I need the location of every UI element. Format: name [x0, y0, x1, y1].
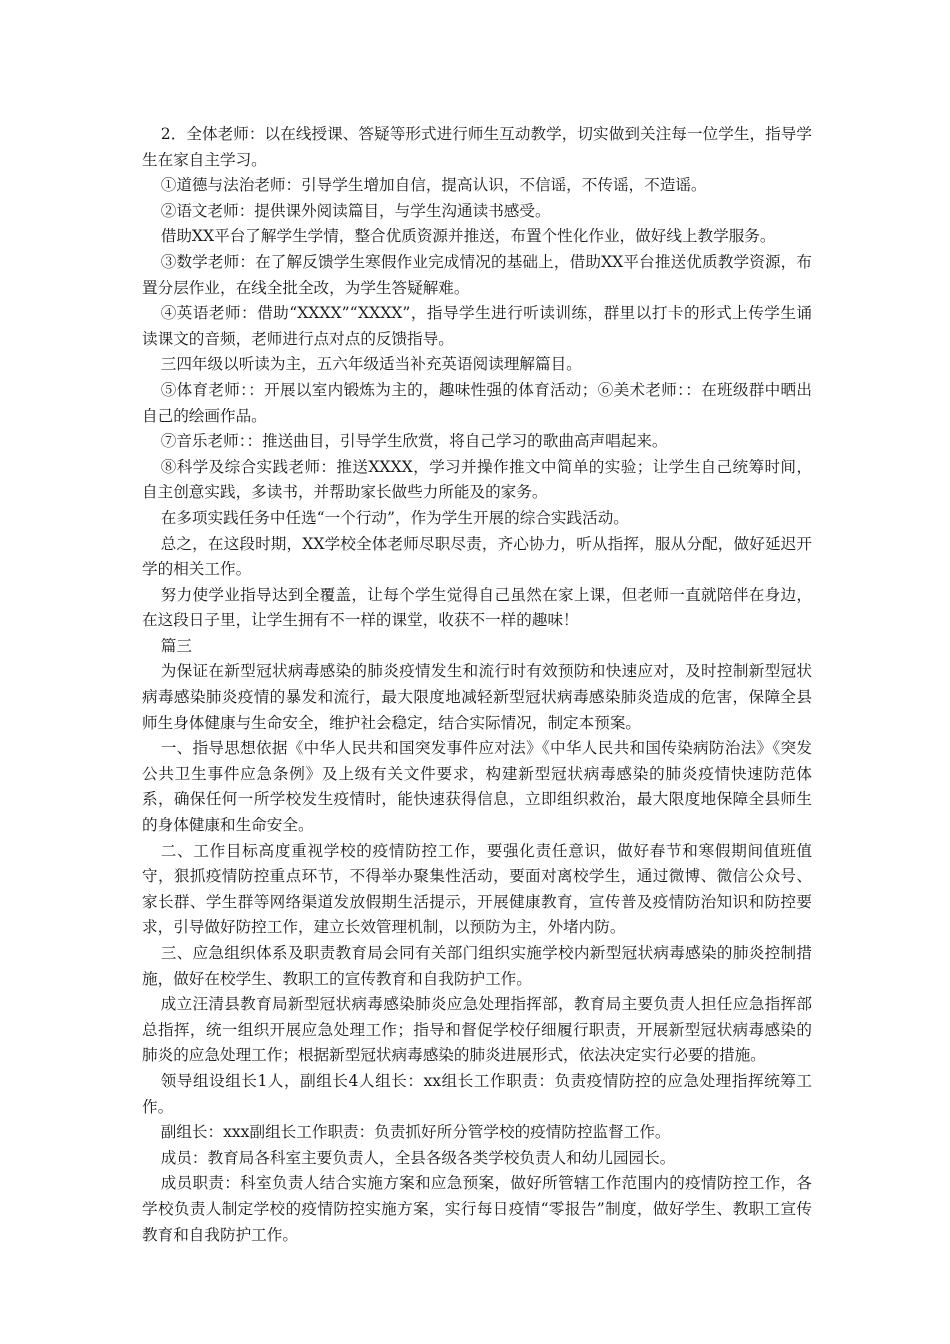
document-body — [142, 122, 812, 1248]
paragraph-music: ⑦音乐老师：：推送曲目，引导学生欣赏，将自己学习的歌曲高声唱起来。 — [160, 432, 668, 451]
paragraph-english: ④英语老师：借助“XXXX”“XXXX”，指导学生进行听读训练，群里以打卡的形式上传学生诵读课文的音频，老师进行点对点的反馈指导。 — [142, 304, 812, 348]
paragraph-work-goals: 二、工作目标高度重视学校的疫情防控工作，要强化责任意识，做好春节和寒假期间值班值守，狠抓疫情防控重点环节，不得举办聚集性活动，要面对离校学生，通过微博、微信公众号、家长群、学生群等网络渠道发放假期生活提示，开展健康教育，宣传普及疫情防治知识和防控要求，引导做好防控工作，建立长效管理机制，以预防为主，外堵内防。 — [142, 841, 812, 937]
paragraph-chinese: ②语文老师：提供课外阅读篇目，与学生沟通读书感受。 — [160, 201, 551, 220]
paragraph-teachers-all: 2．全体老师：以在线授课、答疑等形式进行师生互动教学，切实做到关注每一位学生，指导学生在家自主学习。 — [142, 125, 812, 169]
paragraph-purpose: 为保证在新型冠状病毒感染的肺炎疫情发生和流行时有效预防和快速应对，及时控制新型冠状病毒感染肺炎疫情的暴发和流行，最大限度地减轻新型冠状病毒感染肺炎造成的危害，保障全县师生身体健康与生命安全，维护社会稳定，结合实际情况，制定本预案。 — [142, 662, 812, 732]
paragraph-guiding-ideology: 一、指导思想依据《中华人民共和国突发事件应对法》《中华人民共和国传染病防治法》《突发公共卫生事件应急条例》及上级有关文件要求，构建新型冠状病毒感染的肺炎疫情快速防范体系，确保任何一所学校发生疫情时，能快速获得信息，立即组织救治，最大限度地保障全县师生的身体健康和生命安全。 — [142, 739, 812, 835]
paragraph-summary: 总之，在这段时期，XX学校全体老师尽职尽责，齐心协力，听从指挥，服从分配，做好延迟开学的相关工作。 — [142, 534, 812, 579]
paragraph-grade-reading: 三四年级以听读为主，五六年级适当补充英语阅读理解篇目。 — [160, 355, 582, 374]
paragraph-members: 成员：教育局各科室主要负责人，全县各级各类学校负责人和幼儿园园长。 — [160, 1148, 676, 1167]
paragraph-effort: 努力使学业指导达到全覆盖，让每个学生觉得自己虽然在家上课，但老师一直就陪伴在身边，在这段日子里，让学生拥有不一样的课堂，收获不一样的趣味！ — [142, 585, 812, 630]
paragraph-science: ⑧科学及综合实践老师：推送XXXX，学习并操作推文中简单的实验；让学生自己统筹时间，自主创意实践，多读书，并帮助家长做些力所能及的家务。 — [142, 457, 812, 502]
paragraph-leader-group: 领导组设组长1人，副组长4人组长：xx组长工作职责：负责疫情防控的应急处理指挥统筹工作。 — [142, 1071, 812, 1116]
paragraph-emergency-system: 三、应急组织体系及职责教育局会同有关部门组织实施学校内新型冠状病毒感染的肺炎控制措施，做好在校学生、教职工的宣传教育和自我防护工作。 — [142, 944, 812, 988]
paragraph-practice: 在多项实践任务中任选“一个行动”，作为学生开展的综合实践活动。 — [160, 508, 629, 527]
paragraph-deputy-leader: 副组长：xxx副组长工作职责：负责抓好所分管学校的疫情防控监督工作。 — [160, 1123, 671, 1142]
paragraph-moral-law: ①道德与法治老师：引导学生增加自信，提高认识，不信谣，不传谣，不造谣。 — [160, 176, 707, 195]
paragraph-platform: 借助XX平台了解学生学情，整合优质资源并推送，布置个性化作业，做好线上教学服务。 — [160, 227, 776, 246]
paragraph-math: ③数学老师：在了解反馈学生寒假作业完成情况的基础上，借助XX平台推送优质教学资源，布置分层作业，在线全批全改，为学生答疑解难。 — [142, 252, 812, 297]
paragraph-pe-art: ⑤体育老师：：开展以室内锻炼为主的，趣味性强的体育活动；⑥美术老师：：在班级群中晒出自己的绘画作品。 — [142, 380, 812, 425]
paragraph-command-center: 成立汪清县教育局新型冠状病毒感染肺炎应急处理指挥部，教育局主要负责人担任应急指挥部总指挥，统一组织开展应急处理工作；指导和督促学校仔细履行职责，开展新型冠状病毒感染的肺炎的应急处理工作；根据新型冠状病毒感染的肺炎进展形式，依法决定实行必要的措施。 — [142, 995, 812, 1065]
paragraph-member-duties: 成员职责：科室负责人结合实施方案和应急预案，做好所管辖工作范围内的疫情防控工作，各学校负责人制定学校的疫情防控实施方案，实行每日疫情“零报告”制度，做好学生、教职工宣传教育和自我防护工作。 — [142, 1174, 812, 1244]
section-heading-part-three: 篇三 — [160, 636, 192, 655]
